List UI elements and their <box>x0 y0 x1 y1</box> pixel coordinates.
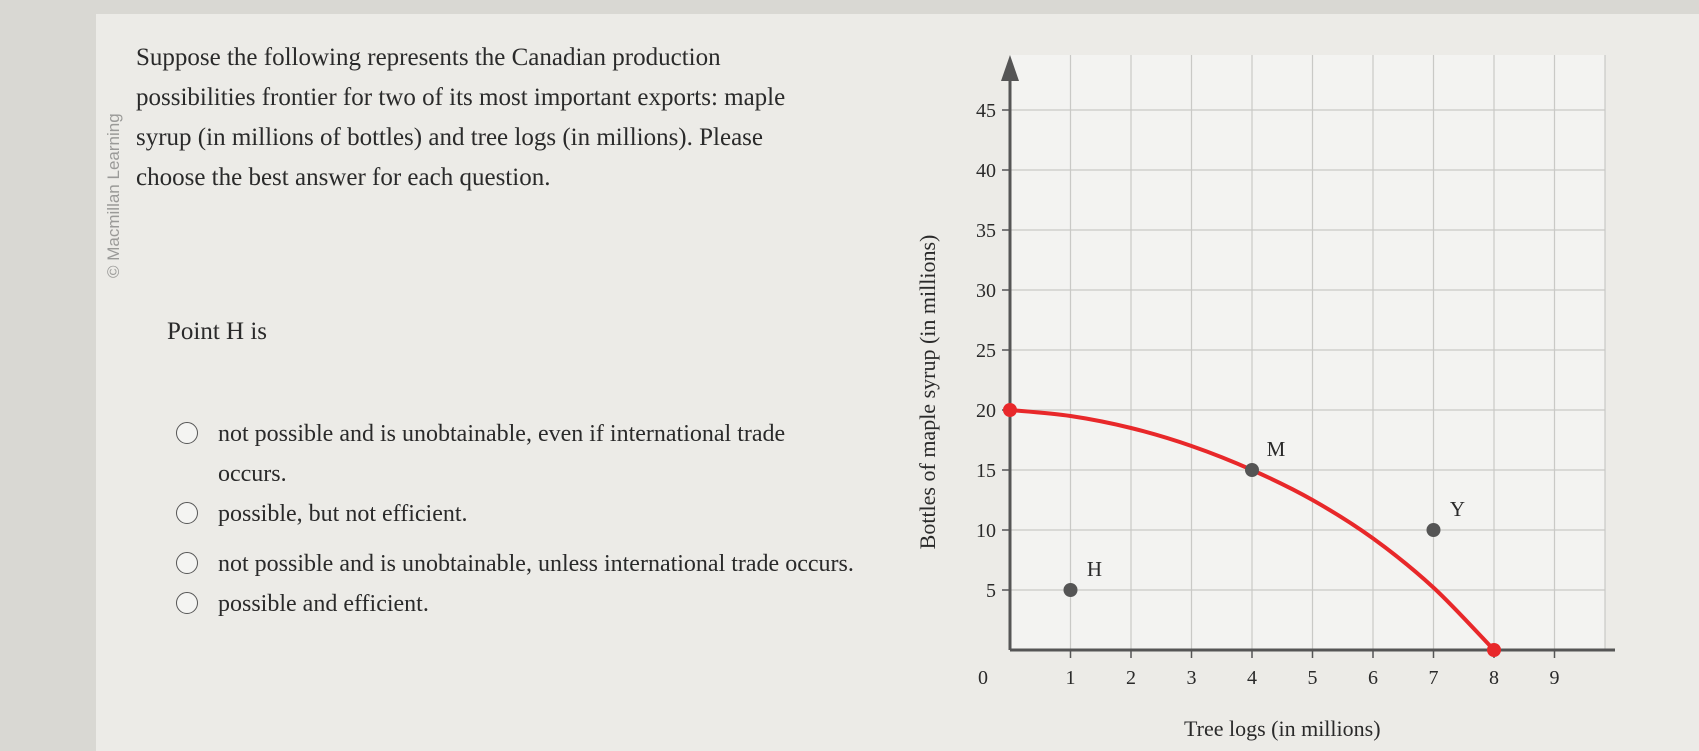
y-tick-label: 5 <box>986 580 996 602</box>
x-axis-title: Tree logs (in millions) <box>1183 716 1381 741</box>
x-tick-label: 4 <box>1247 667 1257 689</box>
answer-option-1[interactable] <box>176 414 856 494</box>
y-tick-label: 20 <box>976 400 996 422</box>
origin-label: 0 <box>978 667 988 689</box>
x-tick-label: 1 <box>1065 667 1076 689</box>
y-tick-label: 25 <box>976 340 996 362</box>
x-tick-label: 7 <box>1428 667 1439 689</box>
x-tick-label: 6 <box>1368 667 1378 689</box>
answer-options <box>176 414 856 624</box>
y-tick-label: 10 <box>976 520 996 542</box>
y-tick-label: 45 <box>976 100 996 122</box>
answer-option-label: not possible and is unobtainable, unless international trade occurs. <box>218 551 854 577</box>
answer-option-2[interactable] <box>176 494 856 534</box>
radio-button[interactable] <box>176 422 198 444</box>
x-tick-label: 3 <box>1186 667 1197 689</box>
ppf-chart <box>905 40 1615 745</box>
point-y <box>1427 523 1441 537</box>
copyright-notice: © Macmillan Learning <box>104 113 123 278</box>
y-axis-title: Bottles of maple syrup (in millions) <box>915 234 940 550</box>
y-tick-label: 40 <box>976 160 996 182</box>
radio-button[interactable] <box>176 502 198 524</box>
answer-option-label: possible and efficient. <box>218 591 429 617</box>
point-label-y: Y <box>1449 497 1466 521</box>
answer-option-4[interactable] <box>176 584 856 624</box>
radio-button[interactable] <box>176 592 198 614</box>
y-tick-label: 35 <box>976 220 996 242</box>
point-label-m: M <box>1266 437 1286 461</box>
point-m <box>1245 463 1259 477</box>
y-tick-label: 30 <box>976 280 996 302</box>
answer-option-3[interactable] <box>176 544 856 584</box>
answer-option-label: possible, but not efficient. <box>218 501 468 527</box>
point-label-h: H <box>1086 557 1103 581</box>
ppf-endpoint <box>1487 643 1501 657</box>
question-text: Point H is <box>167 318 268 345</box>
radio-button[interactable] <box>176 552 198 574</box>
point-h <box>1064 583 1078 597</box>
x-tick-label: 5 <box>1307 667 1318 689</box>
y-tick-label: 15 <box>976 460 996 482</box>
x-tick-label: 8 <box>1489 667 1499 689</box>
question-prompt: Suppose the following represents the Canadian production possibilities frontier for two of its most important exports: maple syrup (in millions of bottles) and tree logs (in millions). Please choose the best answer for each question. <box>136 44 786 191</box>
x-tick-label: 2 <box>1126 667 1136 689</box>
x-tick-label: 9 <box>1549 667 1560 689</box>
answer-option-label: not possible and is unobtainable, even if international trade occurs. <box>218 421 786 487</box>
ppf-endpoint <box>1003 403 1017 417</box>
